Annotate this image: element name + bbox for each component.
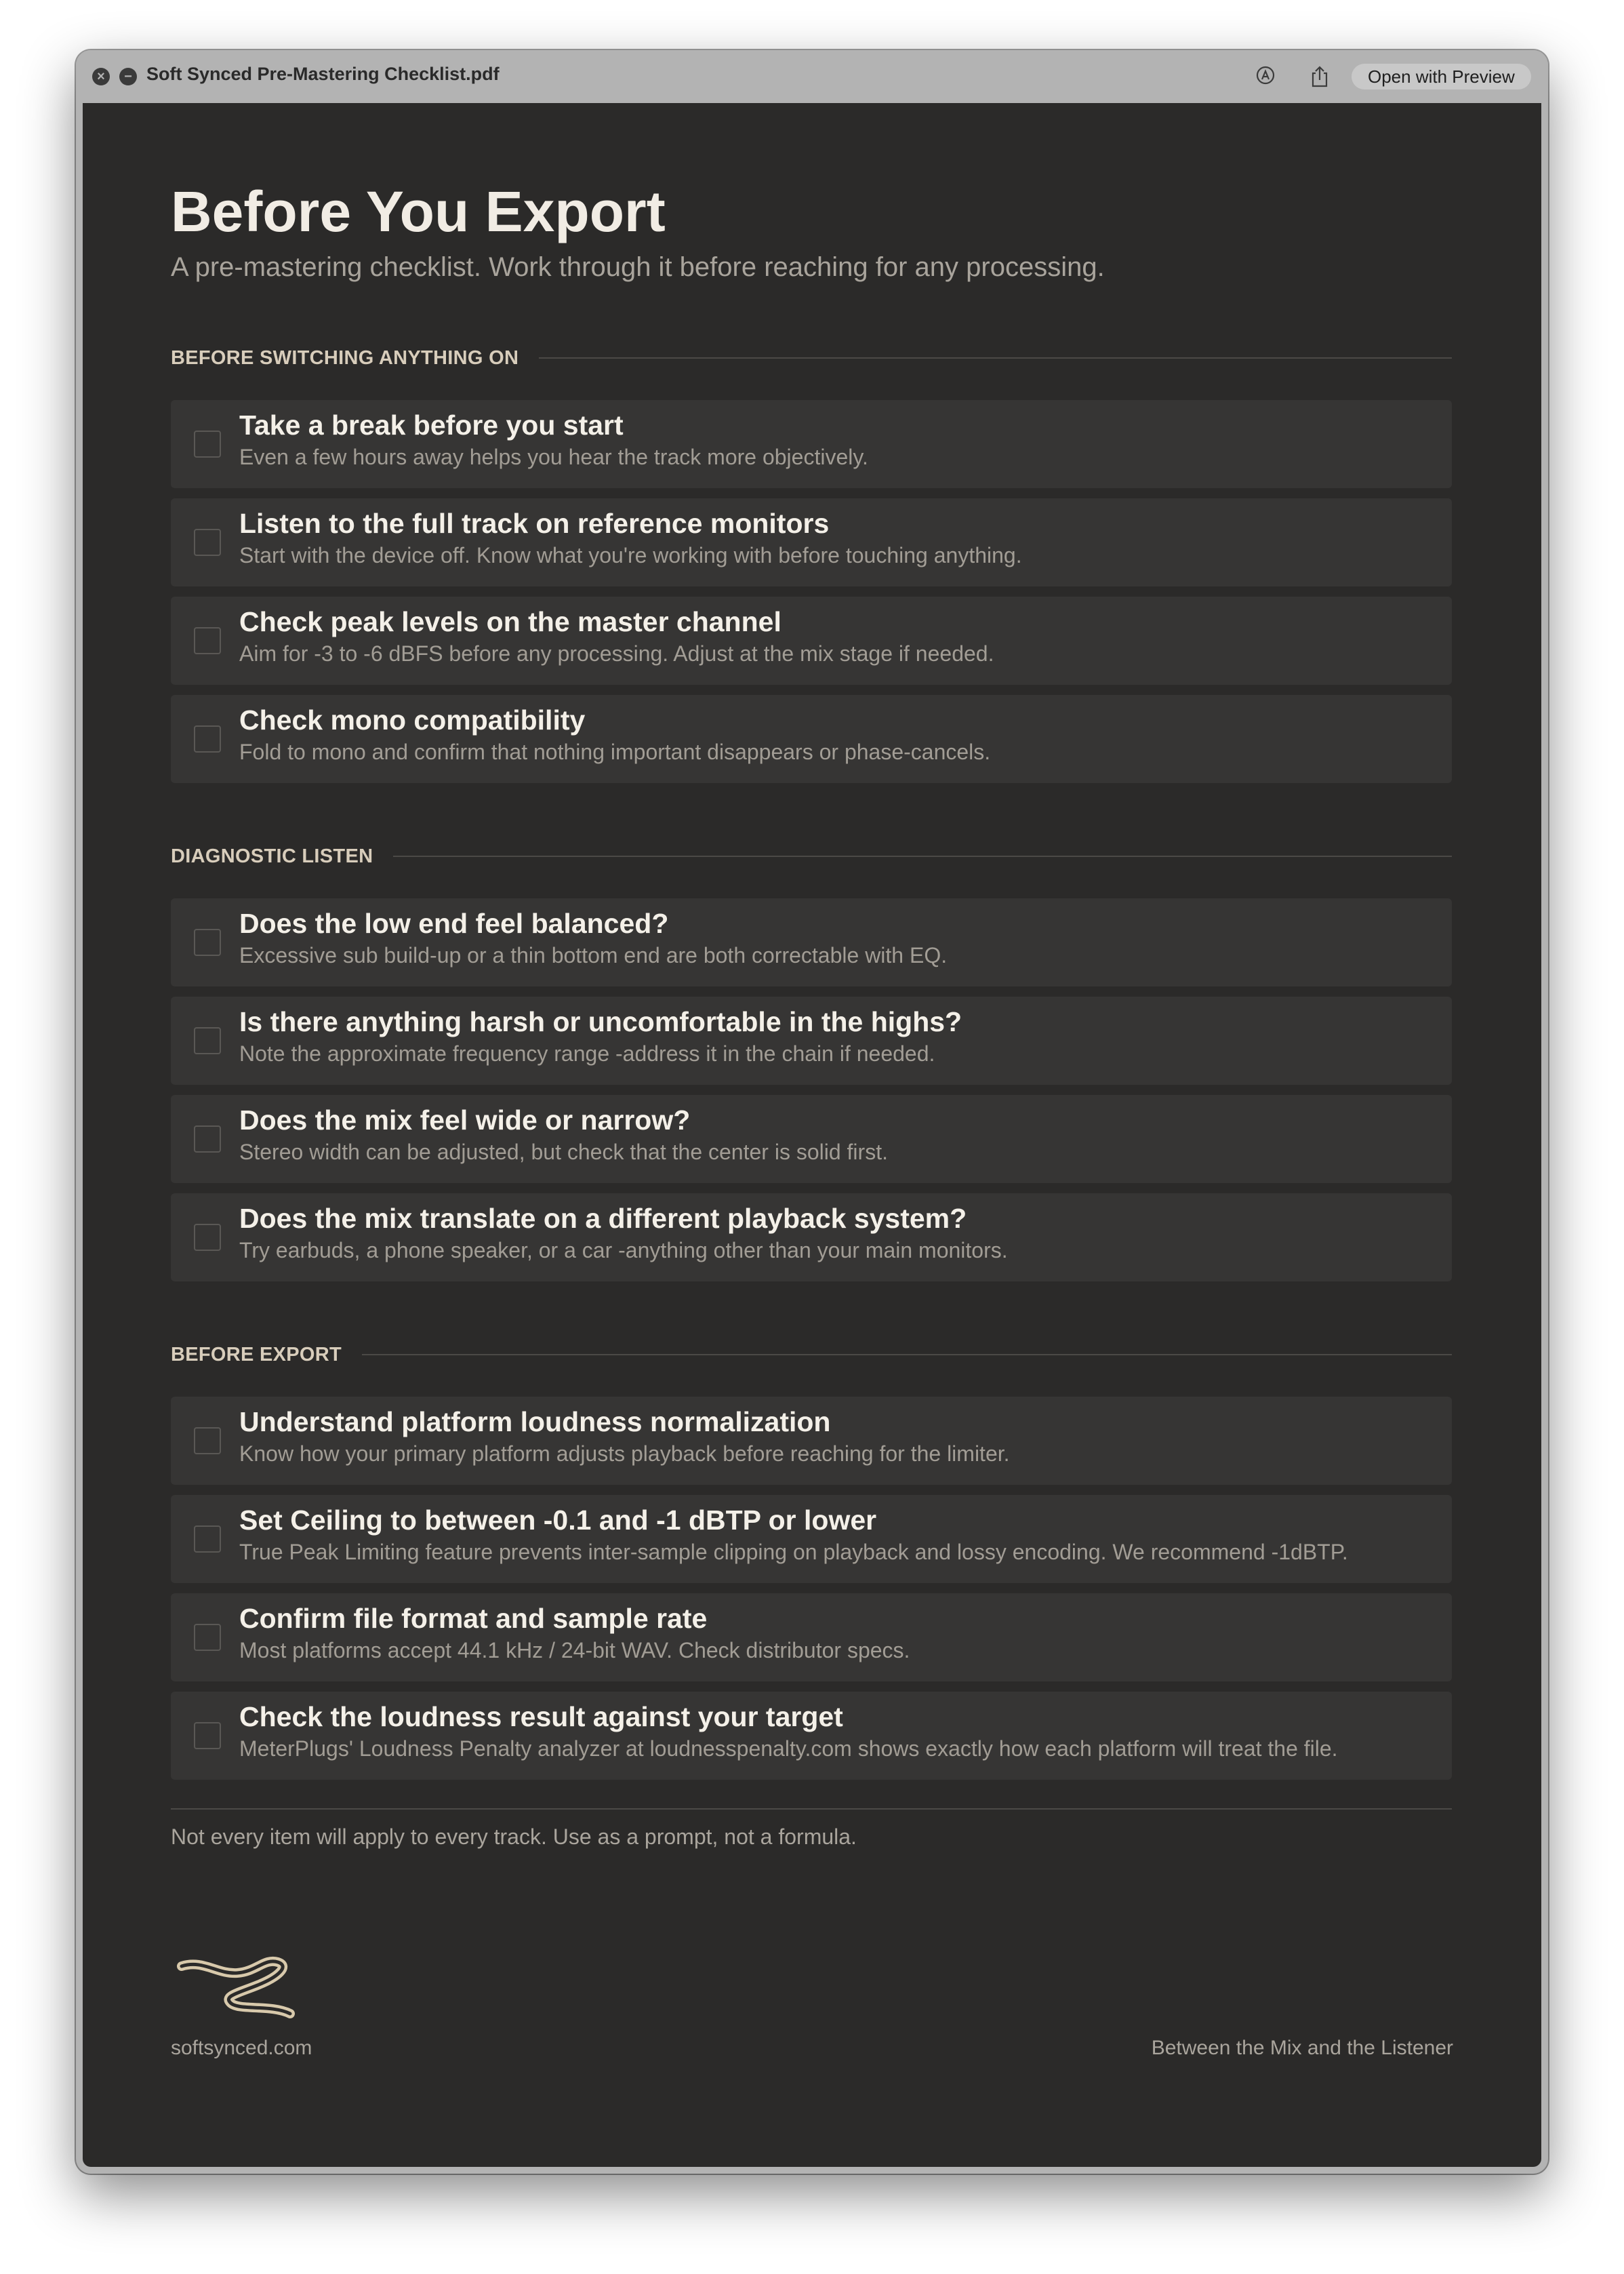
checkbox[interactable]: [194, 1224, 221, 1251]
checklist-sections: [171, 344, 1452, 1780]
window-title: Soft Synced Pre-Mastering Checklist.pdf: [146, 64, 500, 84]
checkbox[interactable]: [194, 929, 221, 956]
checkbox[interactable]: [194, 1125, 221, 1153]
checklist-item: [171, 695, 1452, 783]
section-divider: [539, 357, 1452, 359]
page-subtitle: A pre-mastering checklist. Work through it before reaching for any processing.: [171, 252, 1105, 282]
markup-icon[interactable]: [1254, 65, 1277, 88]
checklist-items: [171, 1397, 1452, 1780]
section-heading: [171, 843, 1452, 870]
checkbox[interactable]: [194, 529, 221, 556]
section-heading-label: DIAGNOSTIC LISTEN: [171, 845, 373, 867]
checklist-item: [171, 1593, 1452, 1681]
checklist-item: [171, 597, 1452, 685]
checklist-item: [171, 898, 1452, 986]
checklist-item-title: Check the loudness result against your target: [239, 1701, 843, 1732]
checklist-item-description: Fold to mono and confirm that nothing important disappears or phase-cancels.: [239, 740, 991, 764]
checklist-items: [171, 400, 1452, 783]
checklist-item: [171, 1397, 1452, 1485]
checklist-item-title: Does the mix feel wide or narrow?: [239, 1104, 691, 1136]
checkbox[interactable]: [194, 1427, 221, 1454]
section-divider: [362, 1354, 1452, 1355]
page-title: Before You Export: [171, 180, 666, 243]
checklist-item: [171, 997, 1452, 1085]
checklist-items: [171, 898, 1452, 1281]
site-url: softsynced.com: [171, 2037, 312, 2059]
checklist-item-description: Most platforms accept 44.1 kHz / 24-bit WAV. Check distributor specs.: [239, 1638, 910, 1662]
checklist-item-title: Take a break before you start: [239, 410, 624, 441]
checkbox[interactable]: [194, 1722, 221, 1749]
checklist-item-title: Listen to the full track on reference monitors: [239, 508, 830, 539]
checkbox[interactable]: [194, 1624, 221, 1651]
checklist-item-description: Excessive sub build-up or a thin bottom end are both correctable with EQ.: [239, 943, 948, 968]
checkbox[interactable]: [194, 1027, 221, 1054]
section-heading: [171, 1341, 1452, 1368]
checklist-item-description: Even a few hours away helps you hear the track more objectively.: [239, 445, 868, 469]
checklist-item-title: Confirm file format and sample rate: [239, 1603, 708, 1634]
checklist-item-title: Check mono compatibility: [239, 704, 586, 736]
checklist-item-description: True Peak Limiting feature prevents inter-sample clipping on playback and lossy encoding. We recommend -1dBTP.: [239, 1540, 1348, 1564]
checkbox[interactable]: [194, 725, 221, 753]
checklist-item-description: Know how your primary platform adjusts playback before reaching for the limiter.: [239, 1441, 1010, 1466]
section-heading-label: BEFORE SWITCHING ANYTHING ON: [171, 346, 519, 369]
close-icon[interactable]: ×: [92, 68, 110, 85]
pdf-window: [76, 50, 1548, 2174]
checkbox[interactable]: [194, 431, 221, 458]
checklist-item-title: Does the mix translate on a different playback system?: [239, 1203, 967, 1234]
checklist-item-description: Aim for -3 to -6 dBFS before any processing. Adjust at the mix stage if needed.: [239, 641, 994, 666]
section-heading: [171, 344, 1452, 372]
checkbox[interactable]: [194, 1525, 221, 1553]
section-heading-label: BEFORE EXPORT: [171, 1343, 342, 1365]
page-content: [171, 178, 1452, 1850]
pdf-page: [83, 103, 1541, 2167]
checklist-item-title: Is there anything harsh or uncomfortable in the highs?: [239, 1006, 962, 1037]
minimize-icon[interactable]: −: [119, 68, 137, 85]
checklist-item-description: Try earbuds, a phone speaker, or a car -anything other than your main monitors.: [239, 1238, 1008, 1262]
checklist-item: [171, 498, 1452, 586]
checkbox[interactable]: [194, 627, 221, 654]
checklist-item-description: MeterPlugs' Loudness Penalty analyzer at loudnesspenalty.com shows exactly how each platform will treat the file.: [239, 1736, 1338, 1761]
checklist-item-title: Set Ceiling to between -0.1 and -1 dBTP or lower: [239, 1504, 877, 1536]
share-icon[interactable]: [1308, 65, 1331, 88]
checklist-item-description: Note the approximate frequency range -address it in the chain if needed.: [239, 1041, 935, 1066]
footer-divider: [171, 1808, 1452, 1810]
footer-note: Not every item will apply to every track. Use as a prompt, not a formula.: [171, 1824, 857, 1849]
checklist-item-description: Start with the device off. Know what you're working with before touching anything.: [239, 543, 1022, 567]
section-divider: [393, 856, 1452, 857]
checklist-item-title: Check peak levels on the master channel: [239, 606, 781, 637]
checklist-item: [171, 400, 1452, 488]
checklist-item-title: Understand platform loudness normalization: [239, 1406, 831, 1437]
checklist-item: [171, 1193, 1452, 1281]
checklist-item-description: Stereo width can be adjusted, but check that the center is solid first.: [239, 1140, 888, 1164]
tagline: Between the Mix and the Listener: [1151, 2037, 1453, 2059]
checklist-item: [171, 1495, 1452, 1583]
checklist-item-title: Does the low end feel balanced?: [239, 908, 669, 939]
title-bar: [76, 50, 1548, 103]
open-with-preview-button[interactable]: Open with Preview: [1352, 64, 1531, 89]
checklist-item: [171, 1692, 1452, 1780]
checklist-item: [171, 1095, 1452, 1183]
soft-synced-logo: [176, 1954, 298, 2022]
